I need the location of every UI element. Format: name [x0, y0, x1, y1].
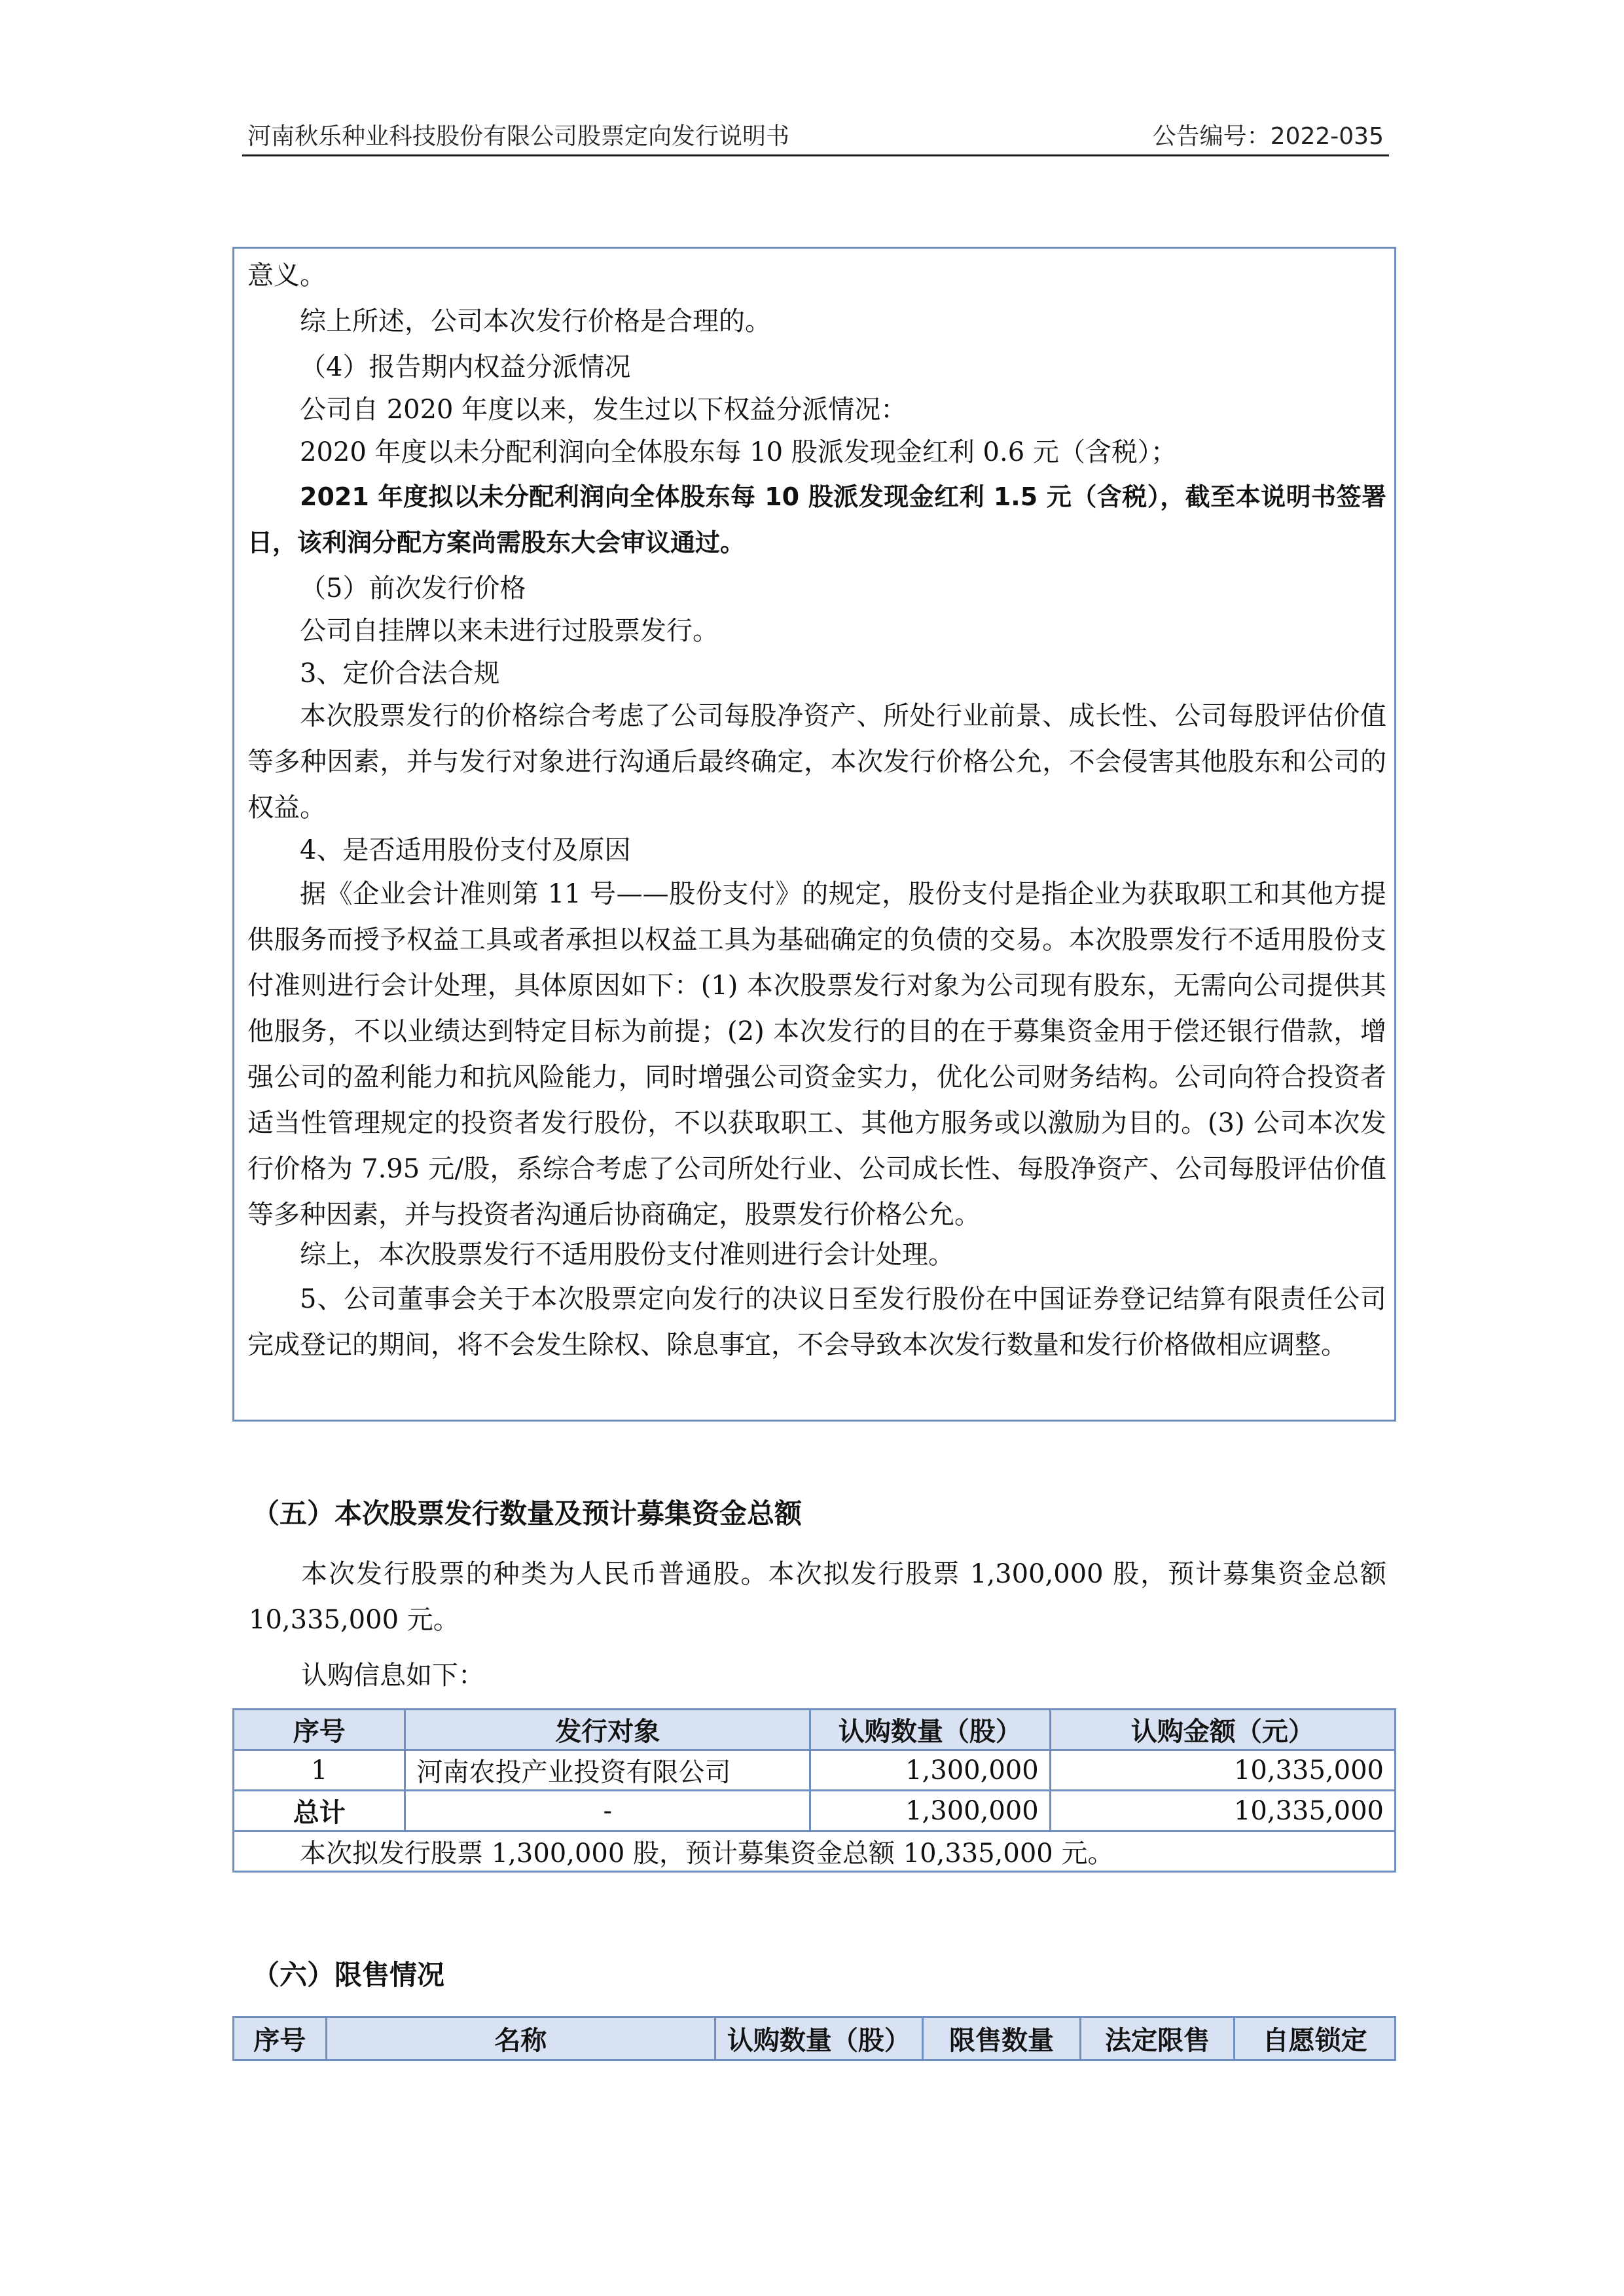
table-cell: 10,335,000	[1050, 1750, 1395, 1791]
column-header: 认购金额（元）	[1050, 1710, 1395, 1750]
table-header-row	[234, 1710, 1396, 1750]
column-header: 限售数量	[923, 2017, 1081, 2060]
column-header: 法定限售	[1080, 2017, 1235, 2060]
paragraph: 5、公司董事会关于本次股票定向发行的决议日至发行股份在中国证券登记结算有限责任公司完成登记的期间，将不会发生除权、除息事宜，不会导致本次发行数量和发行价格做相应调整。	[247, 1284, 1386, 1360]
table-header-row	[234, 2017, 1396, 2060]
announcement-number: 公告编号：2022-035	[1152, 123, 1384, 150]
column-header: 认购数量（股）	[810, 1710, 1051, 1750]
section-title: （五）本次股票发行数量及预计募集资金总额	[252, 1498, 803, 1530]
paragraph: （5）前次发行价格	[300, 573, 526, 603]
paragraph: 综上所述，公司本次发行价格是合理的。	[300, 306, 771, 336]
paragraph: （4）报告期内权益分派情况	[300, 352, 631, 382]
bold-paragraph: 2021 年度拟以未分配利润向全体股东每 10 股派发现金红利 1.5 元（含税），截至本说明书签署日，该利润分配方案尚需股东大会审议通过。	[247, 482, 1386, 557]
column-header: 名称	[326, 2017, 715, 2060]
column-header: 序号	[234, 1710, 405, 1750]
paragraph: 4、是否适用股份支付及原因	[300, 835, 631, 865]
paragraph: 本次股票发行的价格综合考虑了公司每股净资产、所处行业前景、成长性、公司每股评估价值等多种因素，并与发行对象进行沟通后最终确定，本次发行价格公允，不会侵害其他股东和公司的权益。	[247, 701, 1386, 823]
table-cell: 1,300,000	[810, 1791, 1051, 1831]
table-cell: 河南农投产业投资有限公司	[405, 1750, 810, 1791]
table-row	[234, 1791, 1396, 1831]
paragraph: 2020 年度以未分配利润向全体股东每 10 股派发现金红利 0.6 元（含税）；	[300, 437, 1177, 467]
table-row	[234, 1750, 1396, 1791]
table-cell: 1	[234, 1750, 405, 1791]
section-title: （六）限售情况	[252, 1959, 445, 1991]
paragraph: 综上，本次股票发行不适用股份支付准则进行会计处理。	[300, 1240, 954, 1270]
table-row	[234, 1831, 1396, 1872]
table-cell: 1,300,000	[810, 1750, 1051, 1791]
column-header: 序号	[234, 2017, 327, 2060]
subscription-table	[232, 1708, 1396, 1873]
paragraph: 公司自挂牌以来未进行过股票发行。	[300, 616, 719, 646]
paragraph: 公司自 2020 年度以来，发生过以下权益分派情况：	[300, 395, 907, 425]
table-note: 本次拟发行股票 1,300,000 股，预计募集资金总额 10,335,000 元。	[234, 1831, 1396, 1872]
paragraph: 意义。	[247, 260, 326, 291]
column-header: 自愿锁定	[1235, 2017, 1396, 2060]
pricing-explanation-box	[232, 247, 1396, 1422]
paragraph: 3、定价合法合规	[300, 658, 500, 689]
document-title: 河南秋乐种业科技股份有限公司股票定向发行说明书	[247, 123, 790, 150]
column-header: 认购数量（股）	[715, 2017, 923, 2060]
lockup-table	[232, 2016, 1396, 2061]
paragraph: 据《企业会计准则第 11 号——股份支付》的规定，股份支付是指企业为获取职工和其他方提供服务而授予权益工具或者承担以权益工具为基础确定的负债的交易。本次股票发行不适用股份支付准则进行会计处理，具体原因如下：(1) 本次股票发行对象为公司现有股东，无需向公司提供其他服务，不以业绩达到特定目标为前提；(2) 本次发行的目的在于募集资金用于偿还银行借款，增强公司的盈利能力和抗风险能力，同时增强公司资金实力，优化公司财务结构。公司向符合投资者适当性管理规定的投资者发行股份，不以获取职工、其他方服务或以激励为目的。(3) 公司本次发行价格为 7.95 元/股，系综合考虑了公司所处行业、公司成长性、每股净资产、公司每股评估价值等多种因素，并与投资者沟通后协商确定，股票发行价格公允。	[247, 879, 1386, 1230]
table-cell: 总计	[234, 1791, 405, 1831]
table-cell: 10,335,000	[1050, 1791, 1395, 1831]
column-header: 发行对象	[405, 1710, 810, 1750]
paragraph: 认购信息如下：	[301, 1660, 484, 1691]
page-header	[242, 115, 1389, 156]
paragraph: 本次发行股票的种类为人民币普通股。本次拟发行股票 1,300,000 股，预计募集资金总额 10,335,000 元。	[249, 1559, 1386, 1635]
table-cell: -	[405, 1791, 810, 1831]
